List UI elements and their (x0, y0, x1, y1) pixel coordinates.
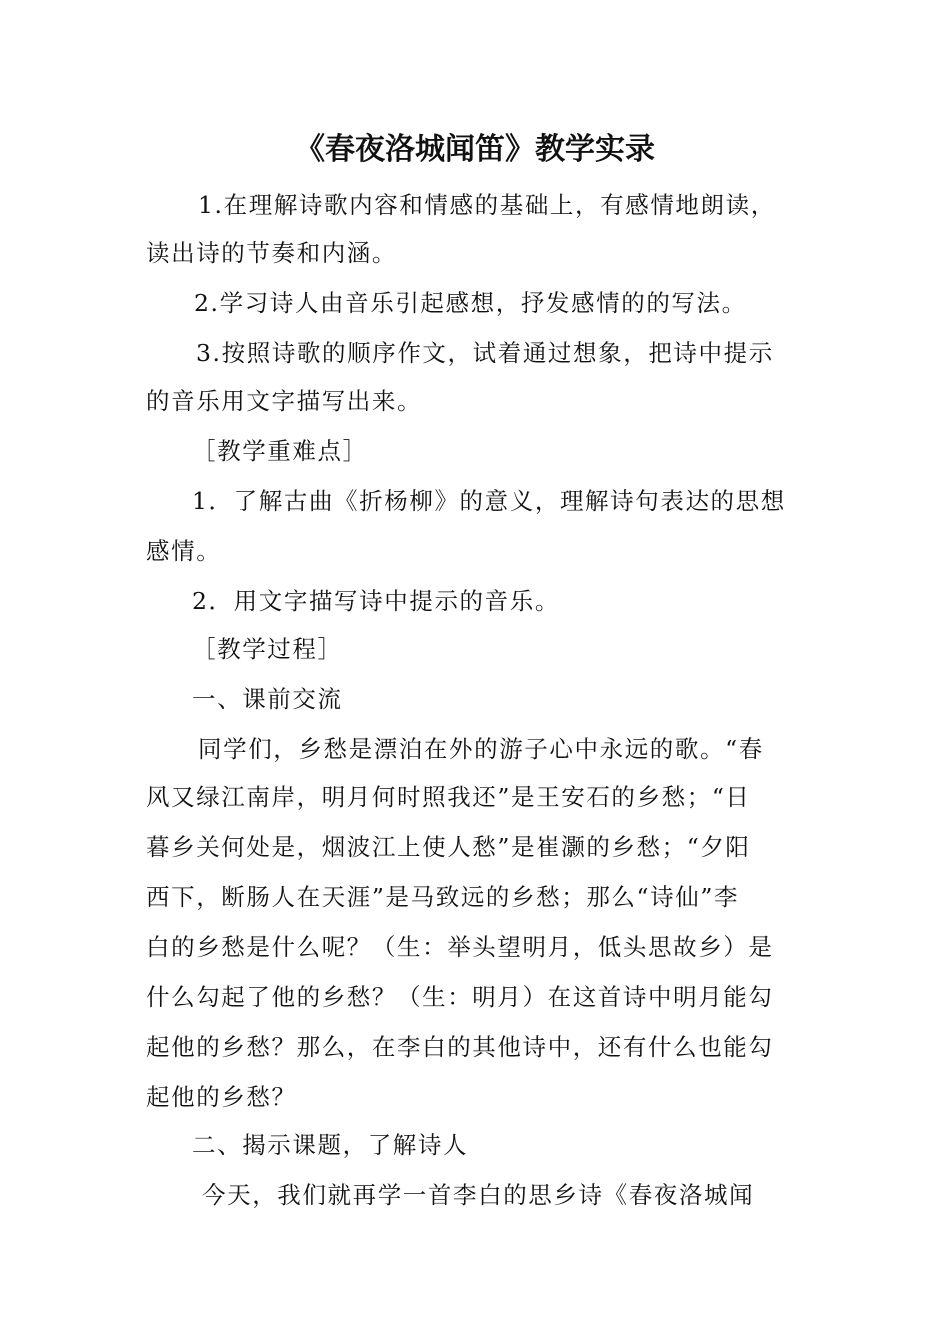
section-heading: 一、课前交流 (192, 685, 343, 713)
paragraph-line: 读出诗的节奏和内涵。 (146, 239, 397, 267)
paragraph-line: 暮乡关何处是，烟波江上使人愁”是崔灏的乡愁；“夕阳 (146, 833, 751, 861)
paragraph-line: 同学们，乡愁是漂泊在外的游子心中永远的歌。“春 (198, 735, 764, 763)
paragraph-line: 2.学习诗人由音乐引起感想，抒发感情的的写法。 (194, 289, 747, 317)
paragraph-line: 什么勾起了他的乡愁？（生：明月）在这首诗中明月能勾 (146, 983, 774, 1011)
paragraph-line: 2．用文字描写诗中提示的音乐。 (192, 587, 560, 615)
document-title: 《春夜洛城闻笛》教学实录 (295, 132, 655, 167)
paragraph-line: 风又绿江南岸，明月何时照我还”是王安石的乡愁；“日 (146, 783, 751, 811)
paragraph-line: 1．了解古曲《折杨柳》的意义，理解诗句表达的思想 (192, 487, 786, 515)
section-heading: ［教学过程］ (192, 635, 343, 663)
section-heading: ［教学重难点］ (192, 437, 368, 465)
paragraph-line: 起他的乡愁？ (146, 1083, 297, 1111)
paragraph-line: 3.按照诗歌的顺序作文，试着通过想象，把诗中提示 (196, 339, 774, 367)
paragraph-line: 的音乐用文字描写出来。 (146, 387, 423, 415)
section-heading: 二、揭示课题，了解诗人 (192, 1131, 469, 1159)
paragraph-line: 西下，断肠人在天涯”是马致远的乡愁；那么“诗仙”李 (146, 883, 740, 911)
paragraph-line: 白的乡愁是什么呢？（生：举头望明月，低头思故乡）是 (146, 933, 774, 961)
paragraph-line: 今天，我们就再学一首李白的思乡诗《春夜洛城闻 (202, 1181, 755, 1209)
paragraph-line: 1.在理解诗歌内容和情感的基础上，有感情地朗读， (198, 191, 776, 219)
paragraph-line: 起他的乡愁？那么，在李白的其他诗中，还有什么也能勾 (146, 1033, 774, 1061)
paragraph-line: 感情。 (146, 537, 222, 565)
